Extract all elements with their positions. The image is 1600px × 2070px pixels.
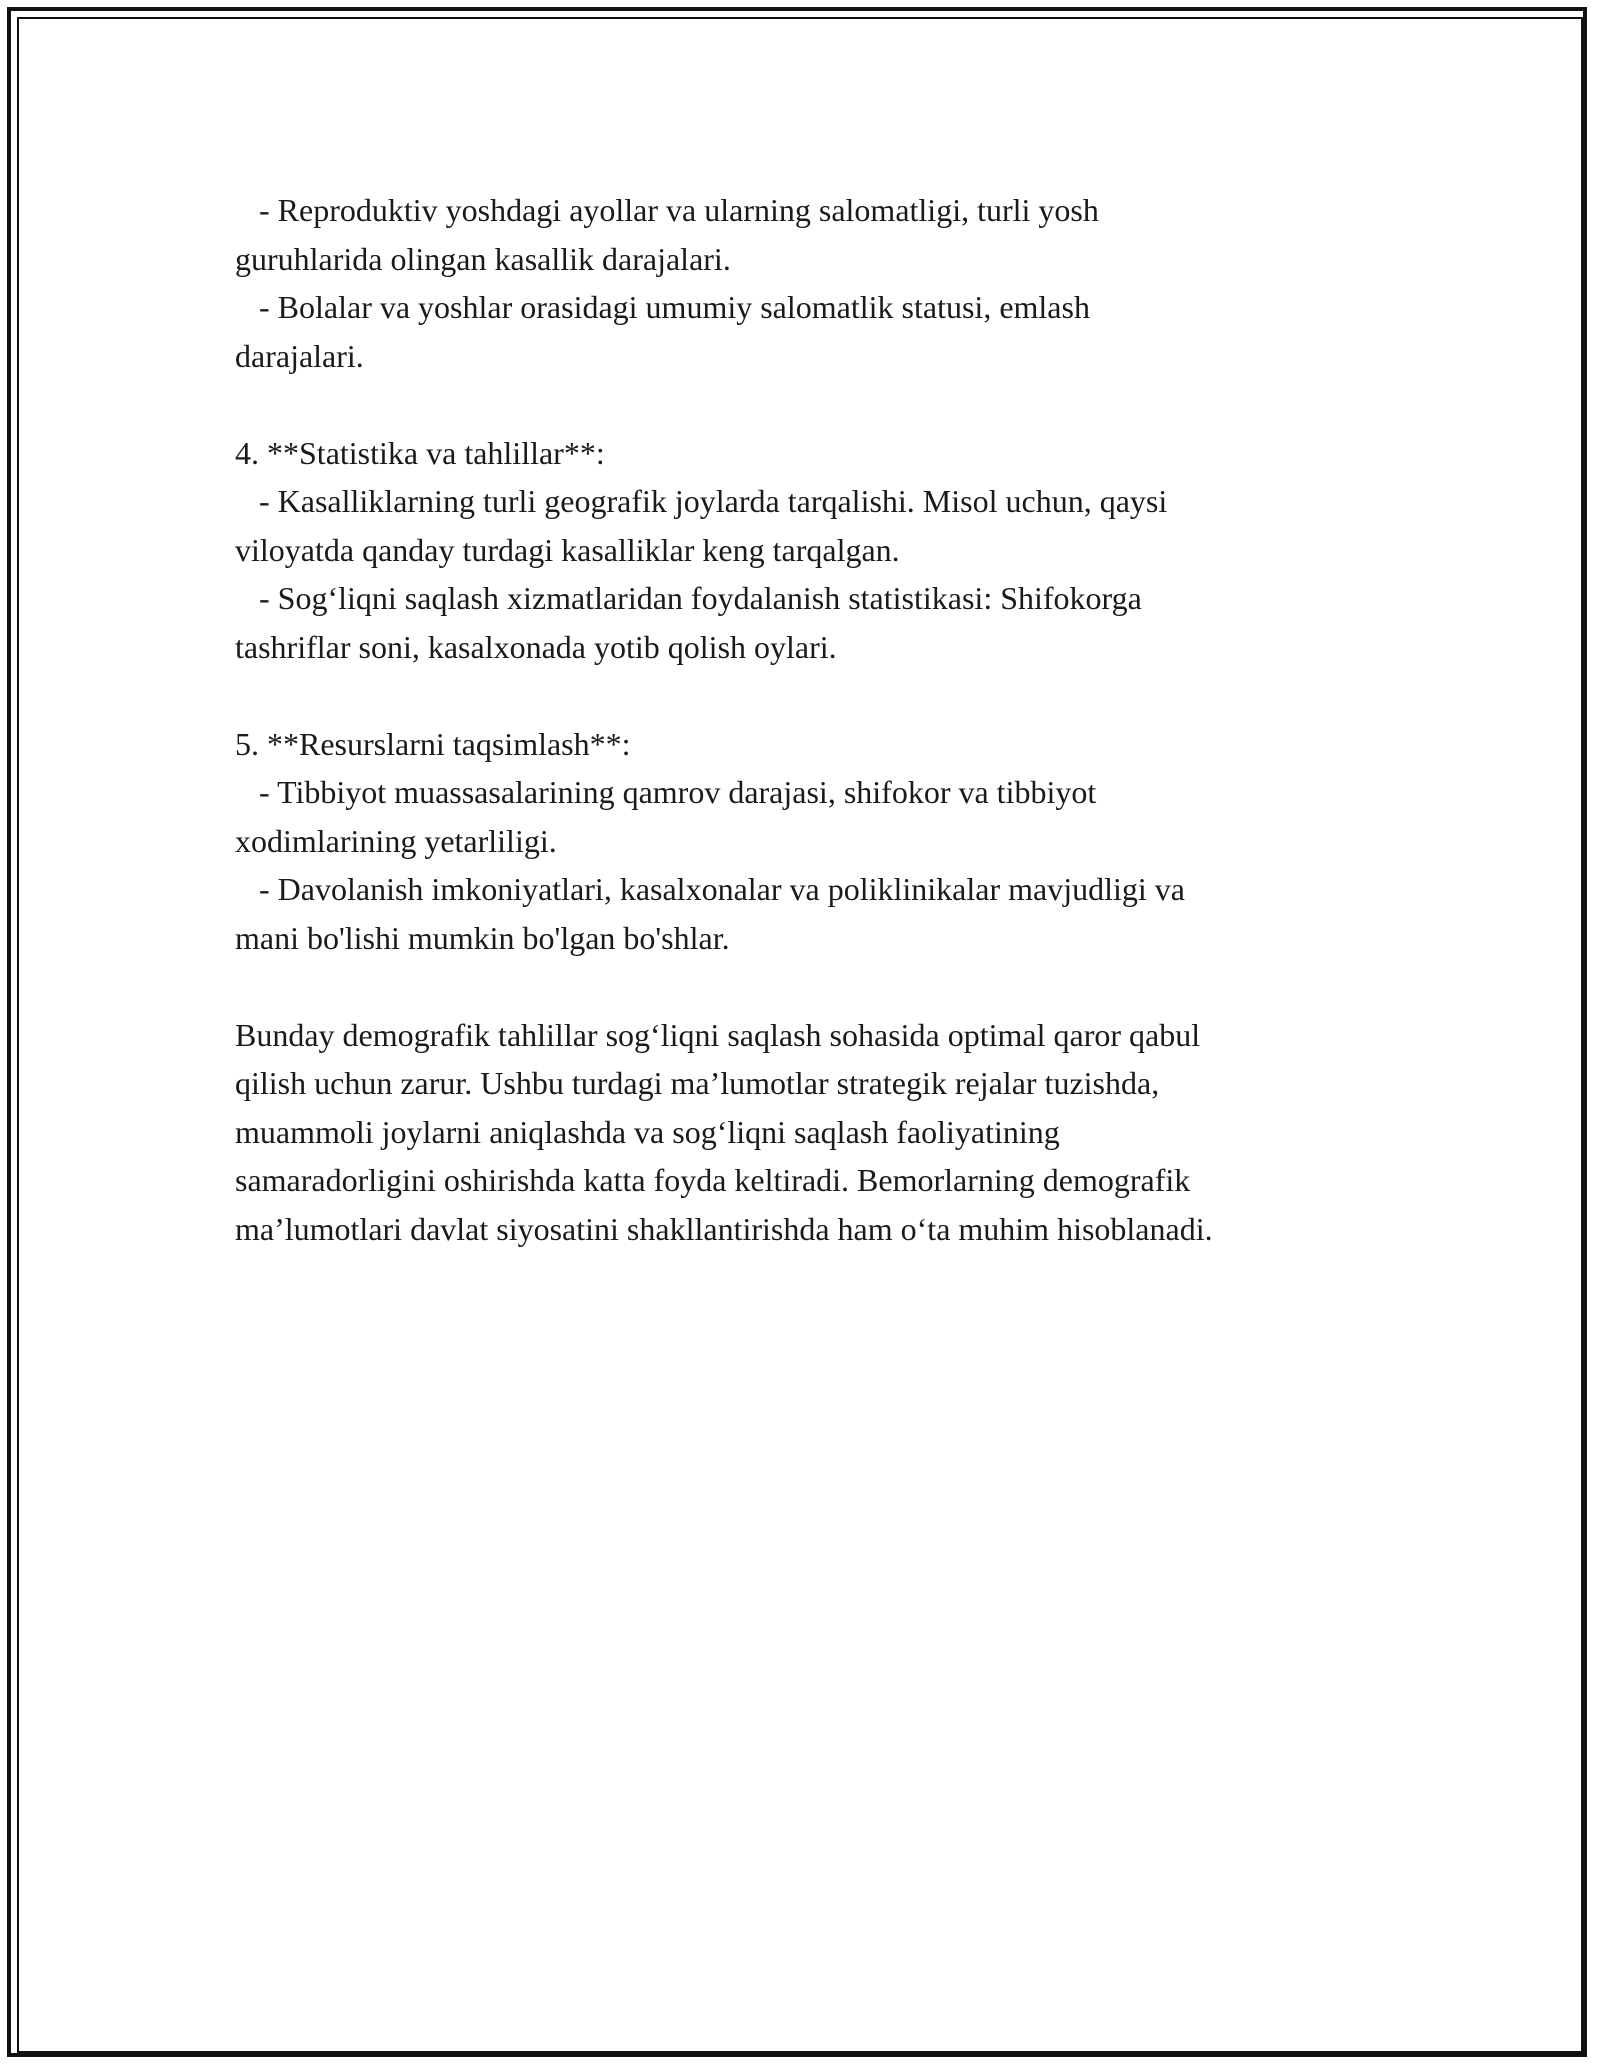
- section-5: [235, 720, 1405, 963]
- section-3-continued: [235, 186, 1405, 380]
- paragraph-line: qilish uchun zarur. Ushbu turdagi ma’lumotlar strategik rejalar tuzishda,: [235, 1065, 1160, 1101]
- section-heading: 5. **Resurslarni taqsimlash**:: [235, 725, 631, 762]
- list-item-text: viloyatda qanday turdagi kasalliklar keng tarqalgan.: [235, 531, 900, 568]
- list-item-text: mani bo'lishi mumkin bo'lgan bo'shlar.: [235, 919, 730, 956]
- list-item-text: - Tibbiyot muassasalarining qamrov darajasi, shifokor va tibbiyot: [235, 774, 1097, 810]
- list-item-text: - Kasalliklarning turli geografik joylarda tarqalishi. Misol uchun, qaysi: [235, 483, 1168, 519]
- paragraph-spacer: [235, 962, 1405, 1011]
- list-item-text: - Sog‘liqni saqlash xizmatlaridan foydalanish statistikasi: Shifokorga: [235, 580, 1142, 616]
- paragraph-line: muammoli joylarni aniqlashda va sog‘liqni saqlash faoliyatining: [235, 1113, 1060, 1150]
- paragraph-line: Bunday demografik tahlillar sog‘liqni saqlash sohasida optimal qaror qabul: [235, 1016, 1201, 1053]
- list-item-text: darajalari.: [235, 337, 364, 374]
- section-heading: 4. **Statistika va tahlillar**:: [235, 434, 605, 471]
- list-item-text: - Reproduktiv yoshdagi ayollar va ularning salomatligi, turli yosh: [235, 192, 1099, 228]
- paragraph-spacer: [235, 380, 1405, 429]
- list-item-text: - Bolalar va yoshlar orasidagi umumiy salomatlik statusi, emlash: [235, 289, 1090, 325]
- paragraph-line: samaradorligini oshirishda katta foyda keltiradi. Bemorlarning demografik: [235, 1162, 1191, 1198]
- list-item-text: xodimlarining yetarliligi.: [235, 822, 557, 859]
- list-item-text: tashriflar soni, kasalxonada yotib qolish oylari.: [235, 628, 837, 665]
- list-item-text: - Davolanish imkoniyatlari, kasalxonalar va poliklinikalar mavjudligi va: [235, 871, 1185, 907]
- paragraph-spacer: [235, 671, 1405, 720]
- list-item-text: guruhlarida olingan kasallik darajalari.: [235, 240, 731, 277]
- paragraph-line: ma’lumotlari davlat siyosatini shakllantirishda ham o‘ta muhim hisoblanadi.: [235, 1210, 1213, 1247]
- conclusion-paragraph: [235, 1011, 1405, 1254]
- document-body: [235, 186, 1405, 1253]
- section-4: [235, 429, 1405, 672]
